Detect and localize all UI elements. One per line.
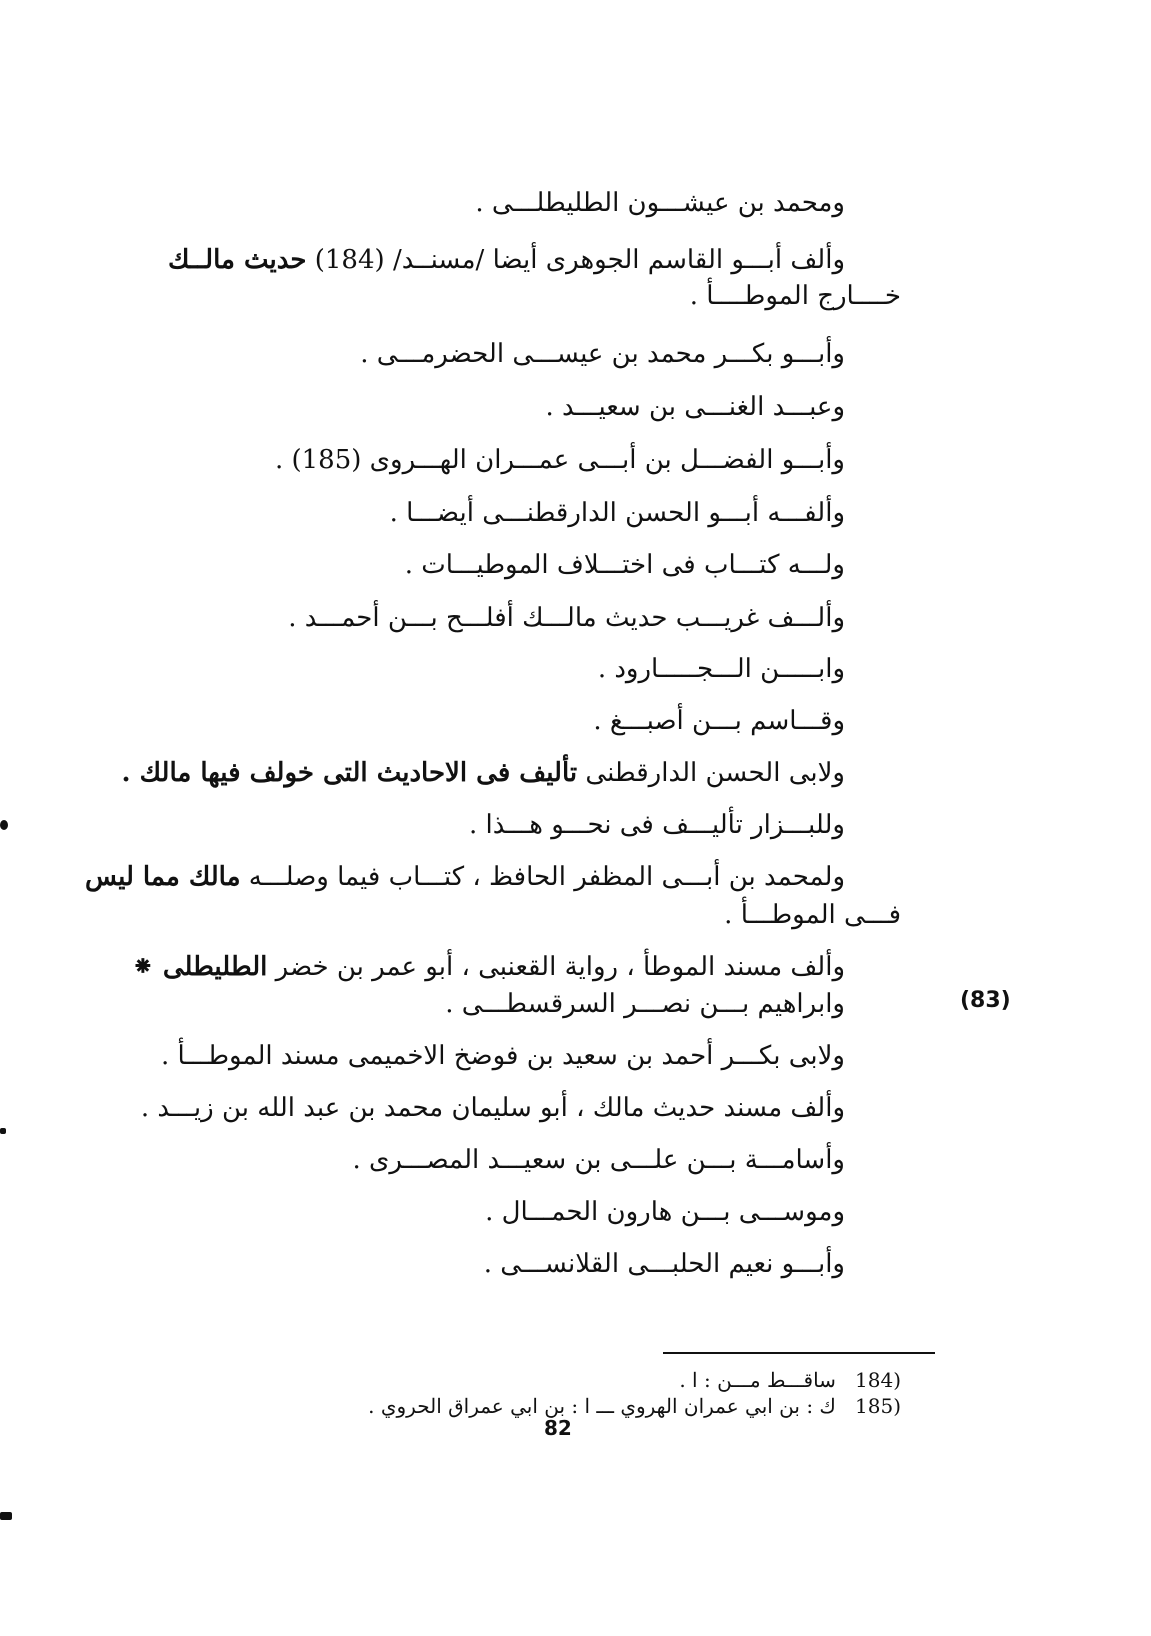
bold-phrase: مالك مما ليس [84,862,241,892]
scan-edge-mark [0,1128,6,1134]
footnote-text: ك : بن ابي عمران الهروي ـــ ا : بن ابي عمراق الحروي . [368,1394,836,1418]
text-line-2: وألف أبـــو القاسم الجوهرى أيضا /مسنــد/ (184) حديث مالــك [168,245,845,275]
text-line-16: وألف مسند الموطأ ، رواية القعنبى ، أبو عمر بن خضر الطليطلى ⁕ [131,952,845,982]
text-line-1: ومحمد بن عيشـــون الطليطلـــى . [475,188,845,218]
footnote-number: (184 [855,1368,901,1392]
bold-phrase: حديث مالــك [168,245,307,275]
text-line-3: خــــارج الموطــــأ . [689,281,901,311]
footnote-number: (185 [855,1394,901,1418]
text-line-4: وأبـــو بكـــر محمد بن عيســـى الحضرمـــى . [360,339,845,369]
text-line-12: ولابى الحسن الدارقطنى تأليف فى الاحاديث التى خولف فيها مالك . [121,758,845,788]
footnote-separator [663,1352,935,1354]
text-line-8: ولـــه كتـــاب فى اختـــلاف الموطيـــات . [404,550,845,580]
text-line-11: وقـــاسم بـــن أصبـــغ . [593,706,845,736]
scan-edge-mark [0,820,8,830]
text-line-5: وعبـــد الغنـــى بن سعيـــد . [545,392,845,422]
scan-edge-mark [0,1512,12,1520]
footnote-text: ساقـــط مـــن : ا . [679,1368,836,1392]
text-line-15: فـــى الموطـــأ . [724,900,901,930]
text-line-6: وأبـــو الفضـــل بن أبـــى عمـــران الهـــروى (185) . [274,445,845,475]
margin-reference-number: (83) [960,988,1011,1013]
text-line-22: وأبـــو نعيم الحلبـــى القلانســـى . [483,1249,845,1279]
footnote-184 [679,1366,901,1394]
bold-phrase: تأليف فى الاحاديث التى خولف فيها مالك . [121,758,578,788]
bold-phrase: الطليطلى ⁕ [131,952,268,982]
text-line-20: وأسامـــة بـــن علـــى بن سعيـــد المصـــرى . [352,1145,845,1175]
text-line-14: ولمحمد بن أبـــى المظفر الحافظ ، كتـــاب فيما وصلـــه مالك مما ليس [84,862,845,892]
text-line-10: وابـــــن الـــجـــــارود . [597,654,845,684]
text-line-21: وموســـى بـــن هارون الحمـــال . [485,1197,845,1227]
text-line-17: وابراهيم بـــن نصـــر السرقسطـــى . [445,989,845,1019]
page-number: 82 [544,1416,572,1440]
text-line-18: ولابى بكـــر أحمد بن سعيد بن فوضخ الاخميمى مسند الموطـــأ . [161,1041,845,1071]
footnote-185 [368,1392,901,1420]
text-line-13: وللبـــزار تأليـــف فى نحـــو هـــذا . [468,810,845,840]
text-line-19: وألف مسند حديث مالك ، أبو سليمان محمد بن عبد الله بن زيـــد . [140,1093,845,1123]
text-line-9: وألـــف غريـــب حديث مالـــك أفلـــح بـــن أحمـــد . [288,603,845,633]
text-line-7: وألفـــه أبـــو الحسن الدارقطنـــى أيضـــا . [389,498,845,528]
